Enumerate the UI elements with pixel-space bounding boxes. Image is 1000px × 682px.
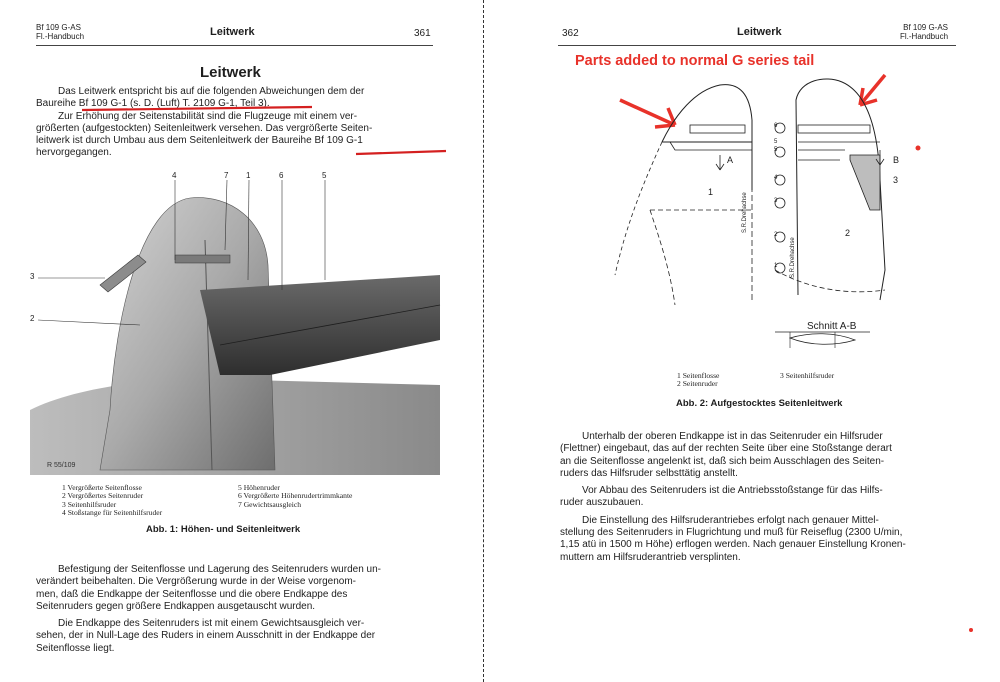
- body-line: men, daß die Endkappe der Seitenflosse und die obere Endkappe des: [36, 588, 348, 600]
- red-dot: [916, 146, 921, 151]
- callout-label: 5: [322, 171, 327, 180]
- body-line: an die Seitenflosse angelenkt ist, daß sich beim Ausschlagen des Seiten-: [560, 455, 885, 467]
- hinge-marker-label: 2: [774, 232, 778, 238]
- body-line: stellung des Seitenruders in Flugrichtung und muß für Reiseflug (2300 U/min,: [560, 527, 903, 539]
- left-header-title: Leitwerk: [210, 26, 255, 38]
- callout-label: 2: [30, 314, 35, 323]
- legend-item: 1 Vergrößerte Seitenflosse: [62, 483, 142, 492]
- right-header-line-2: Fl.-Handbuch: [900, 32, 949, 41]
- intro-line: größerten (aufgestockten) Seitenleitwerk versehen. Das vergrößerte Seiten-: [36, 122, 373, 134]
- body-line: Befestigung der Seitenflosse und Lagerung des Seitenruders wurden un-: [58, 564, 381, 575]
- left-header-line-2: Fl.-Handbuch: [36, 32, 85, 41]
- axis-label-left: S.R.Drehachse: [742, 192, 748, 233]
- trim-tab-diagram: [850, 155, 880, 210]
- section-label: Schnitt A-B: [807, 321, 857, 332]
- legend-item: 7 Gewichtsausgleich: [238, 499, 302, 509]
- red-dot: [969, 628, 973, 632]
- body-line: sehen, der in Null-Lage des Ruders in einem Ausschnitt in der Endkappe der: [36, 630, 376, 642]
- tail-photo: [20, 170, 460, 480]
- legend-item: 3 Seitenhilfsruder: [780, 371, 835, 380]
- fig2-legend-right: [780, 372, 900, 380]
- fin-cap-line: [670, 142, 752, 150]
- left-heading: Leitwerk: [200, 64, 261, 81]
- fig2-caption: Abb. 2: Aufgestocktes Seitenleitwerk: [676, 398, 843, 409]
- right-header-title: Leitwerk: [737, 26, 782, 38]
- red-annotation: Parts added to normal G series tail: [575, 53, 815, 69]
- left-page-number: 361: [414, 28, 431, 39]
- legend-item: 3 Seitenhilfsruder: [62, 499, 117, 509]
- diagram-label-b: B: [893, 155, 900, 165]
- fig1-caption: Abb. 1: Höhen- und Seitenleitwerk: [146, 524, 301, 535]
- right-page-number: 362: [562, 28, 579, 39]
- legend-item: 6 Vergrößerte Höhenrudertrimmkante: [238, 491, 353, 501]
- hinge-marker-label: 3: [774, 198, 778, 204]
- rudder-rib: [798, 125, 870, 133]
- fin-outline-dashed: [650, 210, 675, 305]
- section-ab-shape: [790, 334, 855, 345]
- diagram-label-1: 1: [708, 187, 714, 197]
- body-line: Seitenflosse liegt.: [36, 642, 115, 654]
- axis-label-right: S.R.Drehachse: [790, 237, 796, 278]
- intro-line: leitwerk ist durch Umbau aus dem Seitenleitwerk der Baureihe Bf 109 G-1: [36, 135, 363, 147]
- right-header-rule: [558, 45, 956, 46]
- section-arrow-a: [716, 155, 724, 170]
- right-body: [560, 431, 958, 564]
- callout-label: 4: [172, 171, 177, 180]
- left-header-line-1: Bf 109 G-AS: [36, 23, 81, 32]
- diagram-label-3: 3: [893, 175, 899, 185]
- fin-diagram: [580, 70, 960, 370]
- left-body: [36, 564, 433, 655]
- fin-outline: [662, 85, 752, 190]
- photo-stamp: R 55/109: [47, 462, 76, 469]
- intro-line: Baureihe Bf 109 G-1 (s. D. (Luft) T. 2109 G-1, Teil 3).: [36, 98, 270, 110]
- body-line: Die Endkappe des Seitenruders ist mit einem Gewichtsausgleich ver-: [58, 618, 365, 630]
- fig1-legend-right: [238, 484, 438, 509]
- hinge-marker-label: 6: [774, 123, 778, 129]
- underline-mark: [356, 151, 446, 154]
- hinge-marker-label: 1: [774, 263, 778, 269]
- red-underline-marks: [0, 0, 483, 170]
- legend-item: 4 Stoßstange für Seitenhilfsruder: [62, 508, 163, 518]
- hinge-marker-label: 5: [774, 139, 778, 145]
- body-line: (Flettner) eingebaut, das auf der rechten Seite über eine Stoßstange derart: [560, 443, 892, 455]
- body-line: Vor Abbau des Seitenruders ist die Antriebsstoßstange für das Hilfs-: [582, 485, 883, 497]
- hinge-marker-label: 4: [774, 175, 778, 181]
- callout-label: 1: [246, 171, 251, 180]
- intro-line: Das Leitwerk entspricht bis auf die folgenden Abweichungen dem der: [58, 86, 365, 97]
- diagram-label-2: 2: [845, 228, 851, 238]
- body-line: verändert beibehalten. Die Vergrößerung wurde in der Weise vorgenom-: [36, 576, 356, 588]
- balance-weight-shape: [175, 255, 230, 263]
- hinge-marker-label: 5: [774, 147, 778, 153]
- page-divider: [483, 0, 484, 682]
- fig2-legend-left: [677, 372, 767, 389]
- fig1-legend-left: [62, 484, 232, 518]
- body-line: ruders das Hilfsruder selbsttätig anstellt.: [560, 467, 738, 479]
- fin-outline-dashed: [615, 142, 662, 275]
- legend-item: 2 Vergrößertes Seitenruder: [62, 491, 144, 501]
- body-line: Die Einstellung des Hilfsruderantriebes erfolgt nach genauer Mittel-: [582, 514, 879, 526]
- legend-item: 1 Seitenflosse: [677, 371, 720, 380]
- legend-item: 2 Seitenruder: [677, 379, 718, 389]
- body-line: Seitenruders gegen größere Endkappen ausgetauscht wurden.: [36, 600, 316, 612]
- callout-label: 7: [224, 171, 229, 180]
- underline-mark: [82, 107, 312, 110]
- fin-rib: [690, 125, 745, 133]
- red-arrow-left: [620, 100, 675, 125]
- diagram-label-a: A: [727, 155, 734, 165]
- right-header-model: [900, 23, 948, 41]
- intro-line: Zur Erhöhung der Seitenstabilität sind die Flugzeuge mit einem ver-: [58, 110, 358, 122]
- body-line: ruder auszubauen.: [560, 497, 644, 509]
- intro-line: hervorgegangen.: [36, 147, 112, 159]
- right-header-line-1: Bf 109 G-AS: [903, 23, 949, 32]
- legend-item: 5 Höhenruder: [238, 483, 280, 492]
- callout-label: 3: [30, 272, 35, 281]
- body-line: muttern am Hilfsruderantrieb versplinten.: [560, 551, 741, 563]
- body-line: 1,15 atü in 1500 m Höhe) erflogen werden. Nach genauer Einstellung Kronen-: [560, 539, 906, 551]
- stabilizer-shape: [200, 275, 440, 375]
- body-line: Unterhalb der oberen Endkappe ist in das Seitenruder ein Hilfsruder: [582, 431, 883, 442]
- callout-label: 6: [279, 171, 284, 180]
